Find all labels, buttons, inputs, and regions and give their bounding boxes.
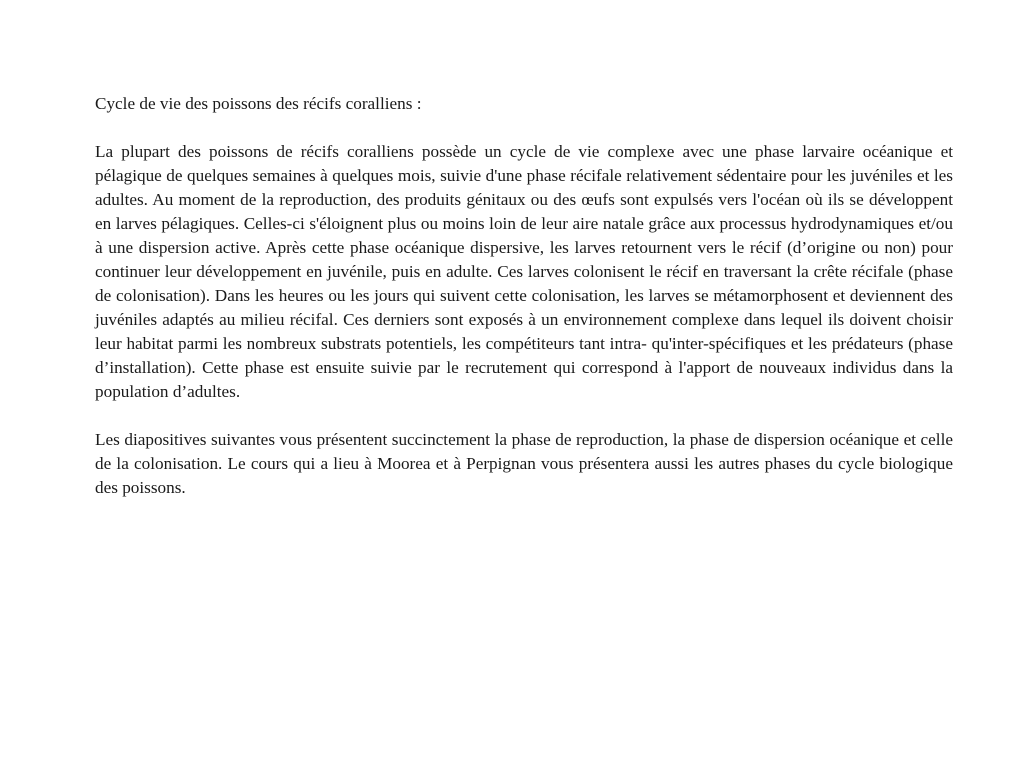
paragraph-next-slides: Les diapositives suivantes vous présentent succinctement la phase de reproduction, la phase de dispersion océanique et celle de la colonisation. Le cours qui a lieu à Moorea et à Perpignan vous présentera aussi les autres phases du cycle biologique des poissons. bbox=[95, 430, 953, 497]
paragraph-life-cycle: La plupart des poissons de récifs coralliens possède un cycle de vie complexe avec une phase larvaire océanique et pélagique de quelques semaines à quelques mois, suivie d'une phase récifale relativement sédentaire pour les juvéniles et les adultes. Au moment de la reproduction, des produits génitaux ou des œufs sont expulsés vers l'océan où ils se développent en larves pélagiques. Celles-ci s'éloignent plus ou moins loin de leur aire natale grâce aux processus hydrodynamiques et/ou à une dispersion active. Après cette phase océanique dispersive, les larves retournent vers le récif (d’origine ou non) pour continuer leur développement en juvénile, puis en adulte. Ces larves colonisent le récif en traversant la crête récifale (phase de colonisation). Dans les heures ou les jours qui suivent cette colonisation, les larves se métamorphosent et deviennent des juvéniles adaptés au milieu récifal. Ces derniers sont exposés à un environnement complexe dans lequel ils doivent choisir leur habitat parmi les nombreux substrats potentiels, les compétiteurs tant intra- qu'inter-spécifiques et les prédateurs (phase d’installation). Cette phase est ensuite suivie par le recrutement qui correspond à l'apport de nouveaux individus dans la population d’adultes. bbox=[95, 142, 953, 401]
page-title: Cycle de vie des poissons des récifs coralliens : bbox=[95, 94, 422, 113]
slide-content bbox=[95, 92, 953, 524]
